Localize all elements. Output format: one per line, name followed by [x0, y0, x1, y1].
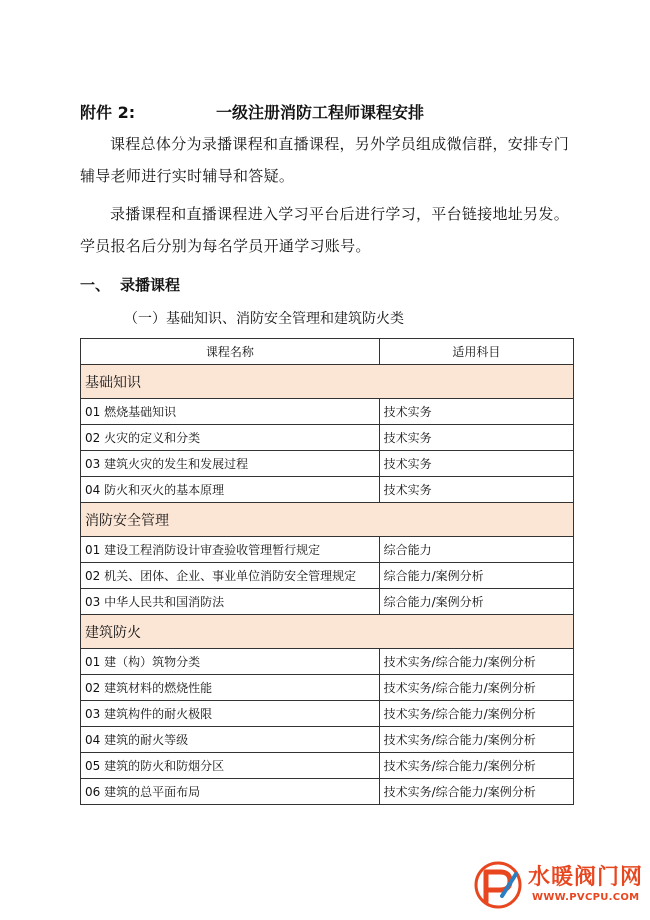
- watermark: [472, 858, 644, 914]
- column-header-course: 课程名称: [81, 339, 380, 365]
- intro-paragraph-1: 课程总体分为录播课程和直播课程，另外学员组成微信群，安排专门辅导老师进行实时辅导和答疑。: [80, 135, 570, 185]
- course-name: 03 建筑构件的耐火极限: [81, 701, 380, 727]
- course-name: 02 建筑材料的燃烧性能: [81, 675, 380, 701]
- table-row: [81, 589, 574, 615]
- course-subject: 技术实务: [379, 425, 573, 451]
- table-row: [81, 675, 574, 701]
- group-row: [81, 503, 574, 537]
- course-name: 05 建筑的防火和防烟分区: [81, 753, 380, 779]
- course-name: 04 建筑的耐火等级: [81, 727, 380, 753]
- section-title: 录播课程: [120, 276, 181, 294]
- course-subject: 技术实务/综合能力/案例分析: [379, 701, 573, 727]
- table-row: [81, 727, 574, 753]
- subsection-heading: （一）基础知识、消防安全管理和建筑防火类: [124, 311, 404, 327]
- section-heading: [80, 274, 180, 295]
- course-subject: 技术实务: [379, 477, 573, 503]
- course-subject: 综合能力: [379, 537, 573, 563]
- document-heading: [80, 100, 600, 124]
- course-subject: 技术实务/综合能力/案例分析: [379, 649, 573, 675]
- course-name: 01 燃烧基础知识: [81, 399, 380, 425]
- table-row: [81, 477, 574, 503]
- column-header-subject: 适用科目: [379, 339, 573, 365]
- watermark-url: WWW.PVCPU.COM: [532, 892, 640, 903]
- watermark-logo-icon: [472, 860, 526, 910]
- table-row: [81, 451, 574, 477]
- attachment-label: 附件 2:: [80, 103, 136, 122]
- course-name: 02 火灾的定义和分类: [81, 425, 380, 451]
- course-subject: 技术实务/综合能力/案例分析: [379, 779, 573, 805]
- table-row: [81, 701, 574, 727]
- course-subject: 技术实务: [379, 399, 573, 425]
- course-subject: 综合能力/案例分析: [379, 563, 573, 589]
- course-table: [80, 338, 574, 805]
- table-row: [81, 563, 574, 589]
- section-number: 一、: [80, 276, 111, 294]
- course-subject: 技术实务/综合能力/案例分析: [379, 727, 573, 753]
- group-title: 消防安全管理: [81, 503, 574, 537]
- intro-paragraph-2: 录播课程和直播课程进入学习平台后进行学习，平台链接地址另发。学员报名后分别为每名学员开通学习账号。: [80, 205, 570, 255]
- course-name: 04 防火和灭火的基本原理: [81, 477, 380, 503]
- table-header-row: [81, 339, 574, 365]
- table-row: [81, 537, 574, 563]
- course-name: 02 机关、团体、企业、事业单位消防安全管理规定: [81, 563, 380, 589]
- course-name: 01 建（构）筑物分类: [81, 649, 380, 675]
- group-row: [81, 365, 574, 399]
- table-row: [81, 649, 574, 675]
- course-name: 06 建筑的总平面布局: [81, 779, 380, 805]
- course-name: 03 中华人民共和国消防法: [81, 589, 380, 615]
- table-row: [81, 753, 574, 779]
- group-title: 建筑防火: [81, 615, 574, 649]
- group-title: 基础知识: [81, 365, 574, 399]
- course-name: 03 建筑火灾的发生和发展过程: [81, 451, 380, 477]
- page-title: 一级注册消防工程师课程安排: [216, 103, 425, 122]
- table-row: [81, 425, 574, 451]
- course-subject: 技术实务/综合能力/案例分析: [379, 675, 573, 701]
- table-row: [81, 399, 574, 425]
- course-subject: 综合能力/案例分析: [379, 589, 573, 615]
- course-subject: 技术实务/综合能力/案例分析: [379, 753, 573, 779]
- table-row: [81, 779, 574, 805]
- course-subject: 技术实务: [379, 451, 573, 477]
- group-row: [81, 615, 574, 649]
- course-name: 01 建设工程消防设计审查验收管理暂行规定: [81, 537, 380, 563]
- watermark-site-name: 水暖阀门网: [528, 865, 644, 890]
